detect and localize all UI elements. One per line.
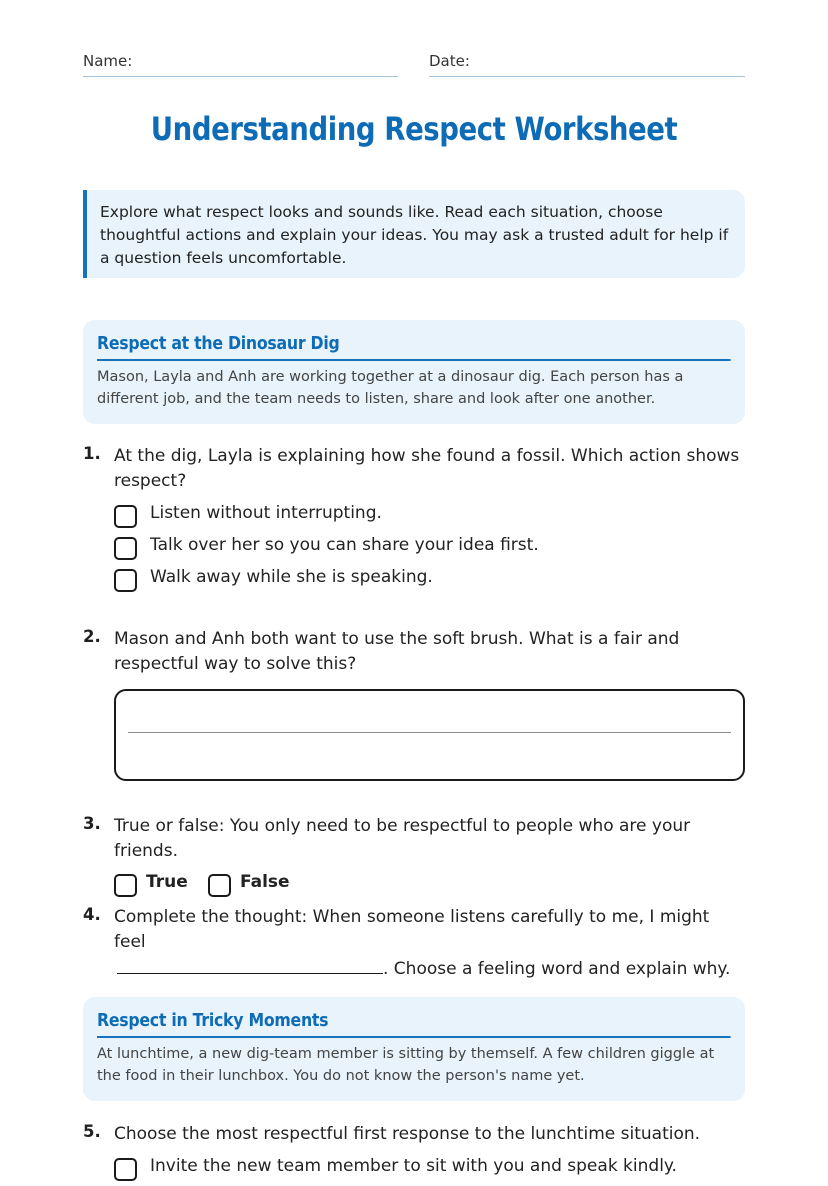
checkbox[interactable] <box>114 874 137 897</box>
header-row <box>83 52 745 78</box>
question-text: True or false: You only need to be respectful to people who are your friends. <box>114 816 691 861</box>
section-title: Respect at the Dinosaur Dig <box>97 334 730 361</box>
option-talk-over[interactable] <box>114 533 745 565</box>
option-label: Listen without interrupting. <box>150 503 382 523</box>
checkbox[interactable] <box>114 537 137 560</box>
section-description: At lunchtime, a new dig-team member is sitting by themself. A few children giggle at the food in their lunchbox. You do not know the person's name yet. <box>97 1046 715 1084</box>
question-text-after: . Choose a feeling word and explain why. <box>383 959 731 979</box>
question-4 <box>83 905 745 982</box>
question-3 <box>83 814 745 903</box>
question-number: 1. <box>83 444 101 463</box>
question-text: At the dig, Layla is explaining how she found a fossil. Which action shows respect? <box>114 446 740 491</box>
question-number: 5. <box>83 1122 101 1141</box>
answer-box[interactable] <box>114 689 745 781</box>
option-label: Invite the new team member to sit with you and speak kindly. <box>150 1156 677 1176</box>
question-5 <box>83 1122 745 1186</box>
writing-line <box>128 732 731 733</box>
name-label: Name: <box>83 52 133 70</box>
question-number: 4. <box>83 905 101 924</box>
true-false-options <box>114 871 745 903</box>
option-label: False <box>240 872 290 892</box>
question-number: 3. <box>83 814 101 833</box>
option-label: Talk over her so you can share your idea first. <box>150 535 539 555</box>
option-walk-away[interactable] <box>114 565 745 597</box>
question-text: Choose the most respectful first response to the lunchtime situation. <box>114 1124 701 1144</box>
fill-in-blank[interactable] <box>117 955 383 974</box>
name-field[interactable] <box>83 52 398 77</box>
option-label: True <box>146 872 188 892</box>
section-description: Mason, Layla and Anh are working together at a dinosaur dig. Each person has a different job, and the team needs to listen, share and look after one another. <box>97 369 684 407</box>
checkbox[interactable] <box>114 1158 137 1181</box>
checkbox[interactable] <box>114 505 137 528</box>
page-title: Understanding Respect Worksheet <box>150 110 678 148</box>
question-text: Mason and Anh both want to use the soft brush. What is a fair and respectful way to solve this? <box>114 629 680 674</box>
question-number: 2. <box>83 627 101 646</box>
intro-callout: Explore what respect looks and sounds like. Read each situation, choose thoughtful actions and explain your ideas. You may ask a trusted adult for help if a question feels uncomfortable. <box>83 190 745 278</box>
question-2 <box>83 627 745 781</box>
section-tricky-moments <box>83 997 745 1101</box>
option-invite[interactable] <box>114 1154 745 1186</box>
section-title: Respect in Tricky Moments <box>97 1011 730 1038</box>
question-text-before: Complete the thought: When someone listens carefully to me, I might feel <box>114 907 710 952</box>
checkbox[interactable] <box>114 569 137 592</box>
date-field[interactable] <box>429 52 745 77</box>
checkbox[interactable] <box>208 874 231 897</box>
question-text <box>114 905 745 982</box>
option-listen[interactable] <box>114 501 745 533</box>
option-label: Walk away while she is speaking. <box>150 567 433 587</box>
question-1 <box>83 444 745 597</box>
date-label: Date: <box>429 52 470 70</box>
section-dinosaur-dig <box>83 320 745 424</box>
